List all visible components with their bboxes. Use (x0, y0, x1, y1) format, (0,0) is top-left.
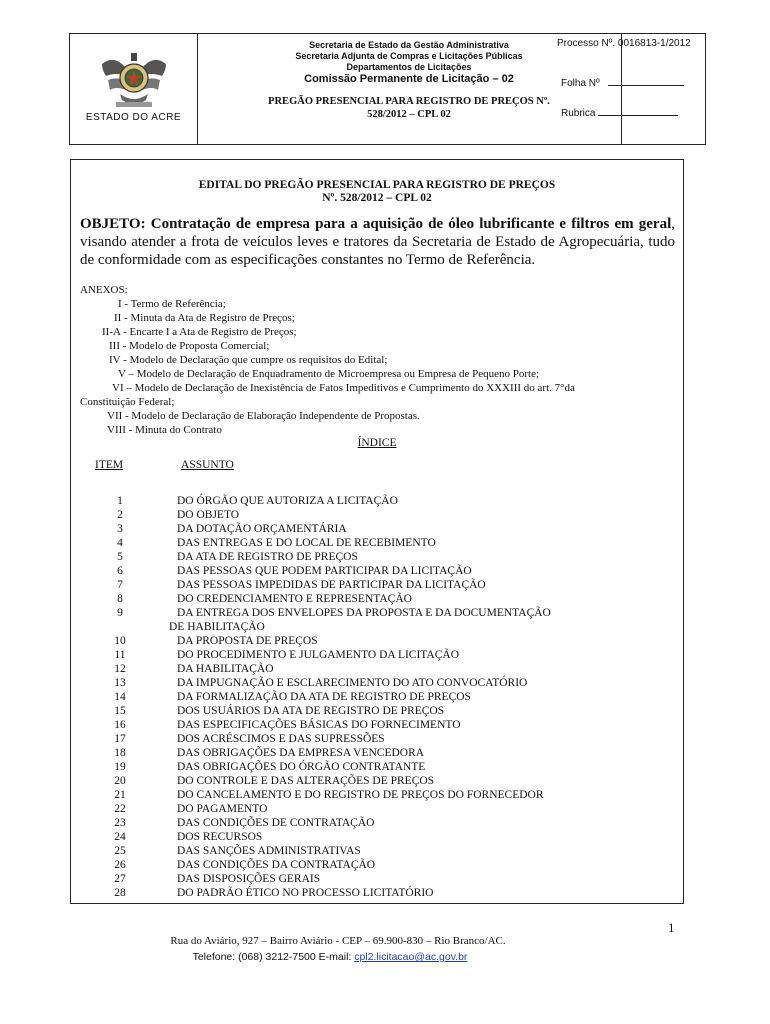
state-label: ESTADO DO ACRE (85, 112, 182, 123)
indice-item-number: 5 (117, 551, 123, 563)
indice-item-number: 7 (117, 579, 123, 591)
indice-item-subject: DA PROPOSTA DE PREÇOS (177, 635, 318, 647)
indice-row (71, 606, 683, 620)
indice-row (71, 564, 683, 578)
indice-item-subject: DAS PESSOAS QUE PODEM PARTICIPAR DA LICITAÇÃO (177, 565, 472, 577)
indice-row-continuation (71, 620, 683, 634)
indice-item-number: 3 (117, 523, 123, 535)
indice-item-subject: DOS USUÁRIOS DA ATA DE REGISTRO DE PREÇOS (177, 705, 445, 717)
indice-item-number: 4 (117, 537, 123, 549)
secretaria-line: Secretaria de Estado da Gestão Administrativa (309, 40, 509, 50)
indice-item-number: 20 (114, 775, 126, 787)
indice-item-subject: DAS PESSOAS IMPEDIDAS DE PARTICIPAR DA LICITAÇÃO (177, 579, 486, 591)
indice-item-number: 12 (114, 663, 126, 675)
edital-title: EDITAL DO PREGÃO PRESENCIAL PARA REGISTRO DE PREÇOS (198, 179, 556, 191)
indice-item-number: 22 (114, 803, 126, 815)
indice-row (71, 536, 683, 550)
indice-item-number: 28 (114, 887, 126, 899)
indice-item-number: 1 (117, 495, 123, 507)
anexo-item: VIII - Minuta do Contrato (107, 424, 222, 436)
header-title-cell (197, 34, 622, 144)
header-logo-cell (70, 34, 198, 144)
indice-item-subject: DOS RECURSOS (177, 831, 263, 843)
edital-content-box (70, 159, 684, 904)
folha-line (608, 76, 684, 86)
indice-item-subject: DO PROCEDIMENTO E JULGAMENTO DA LICITAÇÃO (177, 649, 459, 661)
objeto-paragraph (80, 215, 675, 269)
rubrica-line (598, 106, 678, 116)
indice-item-subject: DAS SANÇÕES ADMINISTRATIVAS (177, 845, 361, 857)
indice-row (71, 522, 683, 536)
indice-row (71, 676, 683, 690)
indice-row (71, 816, 683, 830)
edital-number: Nº. 528/2012 – CPL 02 (322, 192, 432, 204)
anexo-item: II-A - Encarte I a Ata de Registro de Preços; (102, 326, 297, 338)
indice-row (71, 886, 683, 900)
indice-item-subject: DAS DISPOSIÇÕES GERAIS (177, 873, 321, 885)
footer-telefone: Telefone: (068) 3212-7500 E-mail: (192, 951, 352, 963)
objeto-label: OBJETO: (80, 216, 146, 232)
indice-item-number: 26 (114, 859, 126, 871)
indice-row (71, 802, 683, 816)
indice-row (71, 830, 683, 844)
indice-item-subject: DA FORMALIZAÇÃO DA ATA DE REGISTRO DE PREÇOS (177, 691, 471, 703)
anexos-label: ANEXOS: (80, 284, 128, 296)
indice-row (71, 774, 683, 788)
rubrica-label: Rubrica (561, 108, 596, 119)
footer-contact (0, 951, 660, 963)
indice-row (71, 760, 683, 774)
indice-item-number: 17 (114, 733, 126, 745)
anexos-list (80, 283, 675, 437)
folha-label: Folha Nº (561, 78, 600, 89)
indice-row (71, 858, 683, 872)
indice-rows (71, 494, 683, 900)
indice-item-number: 8 (117, 593, 123, 605)
indice-item-number: 2 (117, 509, 123, 521)
comissao-line: Comissão Permanente de Licitação – 02 (304, 73, 514, 85)
secretaria-adjunta-line: Secretaria Adjunta de Compras e Licitações Públicas (295, 51, 523, 61)
indice-row (71, 844, 683, 858)
anexo-item: III - Modelo de Proposta Comercial; (109, 340, 270, 352)
anexo-item: VII - Modelo de Declaração de Elaboração Independente de Propostas. (107, 410, 420, 422)
document-header (69, 33, 706, 145)
indice-row (71, 662, 683, 676)
indice-row (71, 508, 683, 522)
indice-row (71, 788, 683, 802)
indice-item-number: 24 (114, 831, 126, 843)
item-column-header: ITEM (95, 459, 124, 471)
departamento-line: Departamentos de Licitações (346, 62, 472, 72)
indice-row (71, 704, 683, 718)
indice-item-subject: DAS CONDIÇÕES DA CONTRATAÇÃO (177, 859, 376, 871)
indice-item-subject: DO PAGAMENTO (177, 803, 268, 815)
indice-item-number: 18 (114, 747, 126, 759)
indice-item-subject: DO CREDENCIAMENTO E REPRESENTAÇÃO (177, 593, 412, 605)
indice-item-number: 9 (117, 607, 123, 619)
indice-row (71, 494, 683, 508)
anexo-item: VI – Modelo de Declaração de Inexistência de Fatos Impeditivos e Cumprimento do XXXIII do art. 7°da (112, 382, 575, 394)
indice-title: ÍNDICE (357, 437, 397, 449)
indice-item-subject: DO ÓRGÃO QUE AUTORIZA A LICITAÇÃO (177, 495, 398, 507)
indice-item-subject: DA ENTREGA DOS ENVELOPES DA PROPOSTA E DA DOCUMENTAÇÃO (177, 607, 551, 619)
indice-row (71, 732, 683, 746)
indice-item-subject: DA ATA DE REGISTRO DE PREÇOS (177, 551, 358, 563)
indice-row (71, 746, 683, 760)
indice-item-subject-continuation: DE HABILITAÇÃO (169, 621, 265, 633)
footer-address: Rua do Aviário, 927 – Bairro Aviário - CEP – 69.900-830 – Rio Branco/AC. (170, 935, 506, 947)
header-process-cell (621, 34, 706, 144)
indice-item-number: 21 (114, 789, 126, 801)
folha-field (561, 76, 684, 89)
indice-item-subject: DOS ACRÉSCIMOS E DAS SUPRESSÕES (177, 733, 385, 745)
indice-item-number: 19 (114, 761, 126, 773)
objeto-text: , visando atender a frota de veículos leves e tratores da Secretaria de Estado de Agropecuária, tudo de conformidade com as especificações constantes no Termo de Referência. (80, 216, 675, 268)
indice-item-number: 14 (114, 691, 126, 703)
indice-item-subject: DA DOTAÇÃO ORÇAMENTÁRIA (177, 523, 347, 535)
indice-item-subject: DA IMPUGNAÇÃO E ESCLARECIMENTO DO ATO CONVOCATÓRIO (177, 677, 528, 689)
indice-item-number: 13 (114, 677, 126, 689)
indice-item-subject: DAS ENTREGAS E DO LOCAL DE RECEBIMENTO (177, 537, 436, 549)
anexo-item: IV - Modelo de Declaração que cumpre os requisitos do Edital; (109, 354, 388, 366)
indice-item-number: 11 (114, 649, 126, 661)
indice-item-subject: DA HABILITAÇÃO (177, 663, 274, 675)
indice-row (71, 550, 683, 564)
page-number: 1 (668, 920, 675, 935)
indice-row (71, 648, 683, 662)
anexo-item: V – Modelo de Declaração de Enquadramento de Microempresa ou Empresa de Pequeno Porte; (118, 368, 540, 380)
indice-item-subject: DO CONTROLE E DAS ALTERAÇÕES DE PREÇOS (177, 775, 435, 787)
indice-row (71, 578, 683, 592)
pregao-line-1: PREGÃO PRESENCIAL PARA REGISTRO DE PREÇOS Nº. (268, 96, 550, 107)
processo-number: Processo Nº. 0016813-1/2012 (557, 38, 691, 49)
assunto-column-header: ASSUNTO (181, 459, 234, 471)
indice-item-number: 15 (114, 705, 126, 717)
indice-row (71, 592, 683, 606)
pregao-line-2: 528/2012 – CPL 02 (367, 109, 451, 120)
indice-item-subject: DAS OBRIGAÇÕES DA EMPRESA VENCEDORA (177, 747, 425, 759)
indice-row (71, 634, 683, 648)
indice-item-number: 10 (114, 635, 126, 647)
indice-item-subject: DO OBJETO (177, 509, 240, 521)
objeto-bold-text: Contratação de empresa para a aquisição de óleo lubrificante e filtros em geral (150, 216, 672, 232)
indice-item-number: 16 (114, 719, 126, 731)
indice-column-headers (71, 455, 683, 479)
indice-item-number: 25 (114, 845, 126, 857)
indice-row (71, 872, 683, 886)
anexo-item: II - Minuta da Ata de Registro de Preços; (114, 312, 295, 324)
indice-item-subject: DO CANCELAMENTO E DO REGISTRO DE PREÇOS DO FORNECEDOR (177, 789, 544, 801)
indice-item-number: 23 (114, 817, 126, 829)
rubrica-field (561, 106, 678, 119)
indice-row (71, 718, 683, 732)
indice-item-subject: DAS CONDIÇÕES DE CONTRATAÇÃO (177, 817, 375, 829)
footer-email-link[interactable]: cpl2.licitacao@ac.gov.br (354, 951, 468, 963)
anexo-item: I - Termo de Referência; (118, 298, 226, 310)
indice-item-subject: DO PADRÃO ÉTICO NO PROCESSO LICITATÓRIO (177, 887, 434, 899)
indice-item-number: 27 (114, 873, 126, 885)
indice-row (71, 690, 683, 704)
indice-item-subject: DAS ESPECIFICAÇÕES BÁSICAS DO FORNECIMENTO (177, 719, 461, 731)
acre-coat-of-arms-icon (98, 50, 170, 112)
indice-item-number: 6 (117, 565, 123, 577)
anexo-item-continuation: Constituição Federal; (80, 396, 175, 408)
indice-item-subject: DAS OBRIGAÇÕES DO ÓRGÃO CONTRATANTE (177, 761, 426, 773)
